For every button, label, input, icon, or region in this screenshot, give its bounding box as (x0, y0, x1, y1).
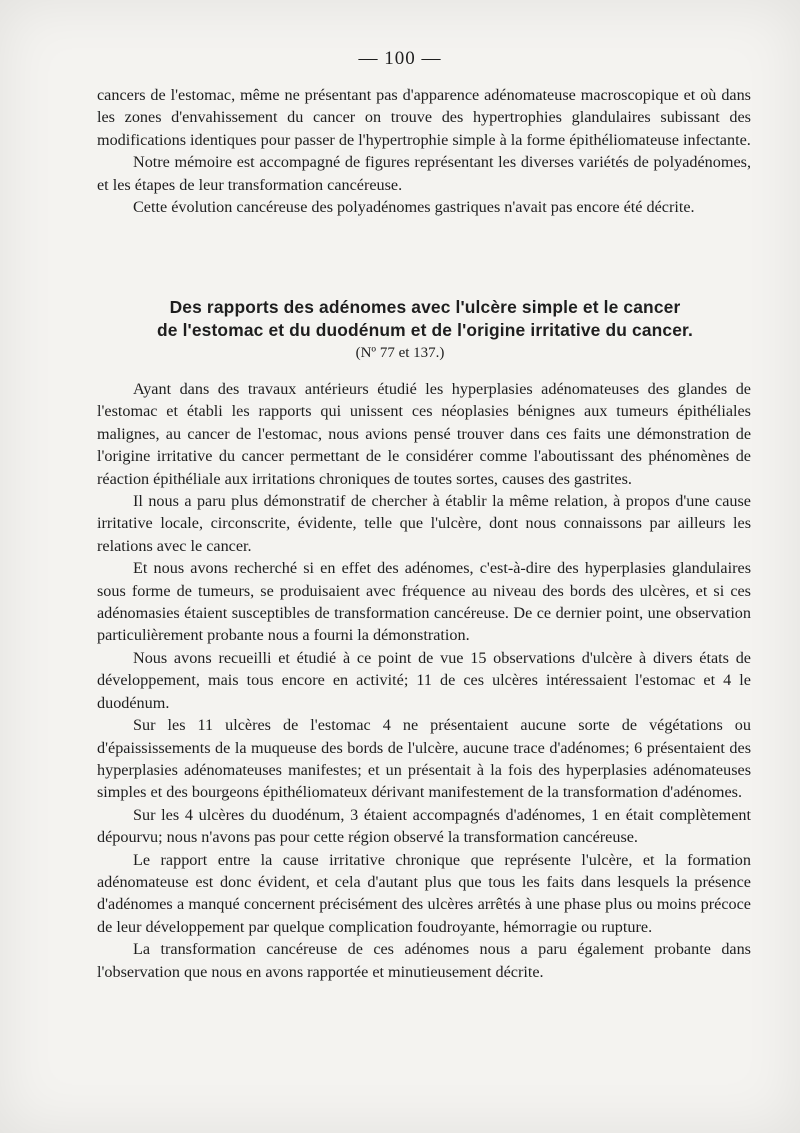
paragraph: Notre mémoire est accompagné de figures représentant les diverses variétés de polyadénomes, et les étapes de leur transformation cancéreuse. (97, 153, 751, 194)
section-title-line: de l'estomac et du duodénum et de l'origine irritative du cancer. (157, 320, 693, 340)
paragraph: Et nous avons recherché si en effet des adénomes, c'est-à-dire des hyperplasies glandulaires sous forme de tumeurs, se produisaient avec fréquence au niveau des bords des ulcères, et si ces adénomasies étaient susceptibles de transformation cancéreuse. De ce dernier point, une observation particulièrement probante nous a fourni la démonstration. (97, 559, 751, 645)
top-text-block (97, 84, 751, 218)
page-number: — 100 — (358, 48, 442, 69)
section-reference: (Nº 77 et 137.) (355, 345, 445, 361)
main-text-block (97, 378, 751, 983)
section-title (80, 296, 770, 342)
section-title-line: Des rapports des adénomes avec l'ulcère simple et le cancer (169, 297, 681, 317)
paragraph: Sur les 11 ulcères de l'estomac 4 ne présentaient aucune sorte de végétations ou d'épaississements de la muqueuse des bords de l'ulcère, aucune trace d'adénomes; 6 présentaient des hyperplasies adénomateuses manifestes; et un présentait à la fois des hyperplasies adénomateuses simples et des bourgeons épithéliomateux dérivant manifestement de la transformation d'adénomes. (97, 716, 751, 802)
paragraph: Ayant dans des travaux antérieurs étudié les hyperplasies adénomateuses des glandes de l'estomac et établi les rapports qui unissent ces néoplasies bénignes aux tumeurs épithéliales malignes, au cancer de l'estomac, nous avions pensé trouver dans ces faits une démonstration de l'origine irritative du cancer permettant de le considérer comme l'aboutissant des phénomènes de réaction épithéliale aux irritations chroniques de toutes sortes, causes des gastrites. (97, 380, 751, 488)
paragraph: Cette évolution cancéreuse des polyadénomes gastriques n'avait pas encore été décrite. (133, 198, 695, 217)
paragraph: Nous avons recueilli et étudié à ce point de vue 15 observations d'ulcère à divers états de développement, mais tous encore en activité; 11 de ces ulcères intéressaient l'estomac et 4 le duodénum. (97, 648, 751, 712)
paragraph: Il nous a paru plus démonstratif de chercher à établir la même relation, à propos d'une cause irritative locale, circonscrite, évidente, telle que l'ulcère, dont nous connaissons par ailleurs les relations avec le cancer. (97, 492, 751, 555)
paragraph: Sur les 4 ulcères du duodénum, 3 étaient accompagnés d'adénomes, 1 en était complètement dépourvu; nous n'avons pas pour cette région observé la transformation cancéreuse. (97, 805, 751, 847)
paragraph: Le rapport entre la cause irritative chronique que représente l'ulcère, et la formation adénomateuse est donc évident, et cela d'autant plus que tous les faits dans lesquels la présence d'adénomes a manqué concernent précisément des ulcères arrêtés à une phase plus ou moins précoce de leur développement par quelque complication foudroyante, hémorragie ou rupture. (97, 850, 751, 936)
paragraph: cancers de l'estomac, même ne présentant pas d'apparence adénomateuse macroscopique et où dans les zones d'envahissement du cancer on trouve des hypertrophies glandulaires subissant des modifications identiques pour passer de l'hypertrophie simple à la forme épithéliomateuse infectante. (97, 86, 751, 149)
paragraph: La transformation cancéreuse de ces adénomes nous a paru également probante dans l'observation que nous en avons rapportée et minutieusement décrite. (97, 940, 751, 981)
